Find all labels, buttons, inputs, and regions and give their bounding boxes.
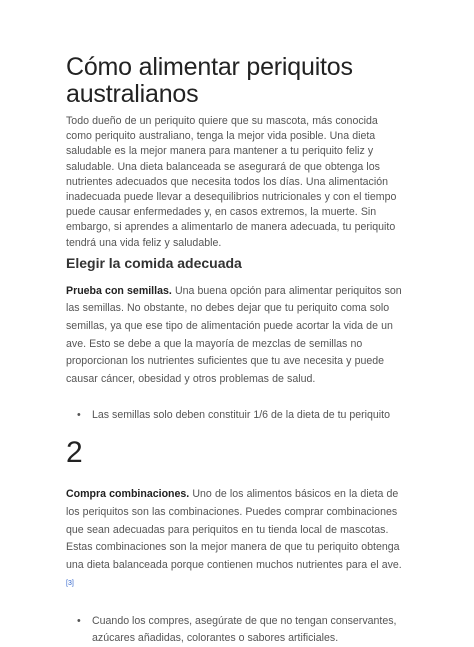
article: [66, 54, 404, 647]
step-2-lead: Compra combinaciones.: [66, 488, 190, 501]
intro-paragraph: Todo dueño de un periquito quiere que su mascota, más conocida como periquito australiano, tenga la mejor vida posible. Una dieta saludable es la mejor manera para mantener a tu periquito feliz y saludable. Una dieta balanceada se asegurará de que obtenga los nutrientes adecuados que necesita todos los días. Una alimentación inadecuada puede llevar a desequilibrios nutricionales y con el tiempo puede causar enfermedades y, en casos extremos, la muerte. Sin embargo, si aprendes a alimentarlo de manera adecuada, tu periquito tendrá una vida feliz y saludable.: [66, 115, 397, 249]
step-number: 2: [66, 436, 83, 470]
step-2-bullet-list: [66, 613, 404, 647]
bullet-text: Las semillas solo deben constituir 1/6 de la dieta de tu periquito: [92, 409, 390, 422]
reference-link[interactable]: [3]: [66, 580, 74, 588]
section-heading: Elegir la comida adecuada: [66, 254, 242, 271]
bullet-icon: •: [77, 615, 81, 628]
reference-superscript: [66, 577, 74, 587]
step-1-lead: Prueba con semillas.: [66, 284, 172, 297]
step-1-paragraph: [66, 283, 404, 389]
list-item: [66, 407, 404, 424]
step-2-paragraph: [66, 486, 404, 596]
bullet-icon: •: [77, 409, 81, 422]
page-title: Cómo alimentar periquitos australianos: [66, 53, 353, 108]
bullet-text: Cuando los compres, asegúrate de que no tengan conservantes, azúcares añadidas, colorantes o sabores artificiales.: [92, 615, 397, 645]
step-2-text: Uno de los alimentos básicos en la dieta de los periquitos son las combinaciones. Puedes comprar combinaciones que sean adecuadas para periquitos en tu tienda local de mascotas. Estas combinaciones son la mejor manera de que tu periquito obtenga una dieta balanceada porque contienen muchos nutrientes para el ave.: [66, 488, 402, 571]
step-1-text: Una buena opción para alimentar periquitos son las semillas. No obstante, no debes dejar que tu periquito coma solo semillas, ya que ese tipo de alimentación puede acortar la vida de un ave. Esto se debe a que la mayoría de mezclas de semillas no proporcionan los nutrientes suficientes que tu ave necesita y puede causar cáncer, obesidad y otros problemas de salud.: [66, 284, 402, 385]
step-1-bullet-list: [66, 407, 404, 424]
list-item: [66, 613, 404, 647]
